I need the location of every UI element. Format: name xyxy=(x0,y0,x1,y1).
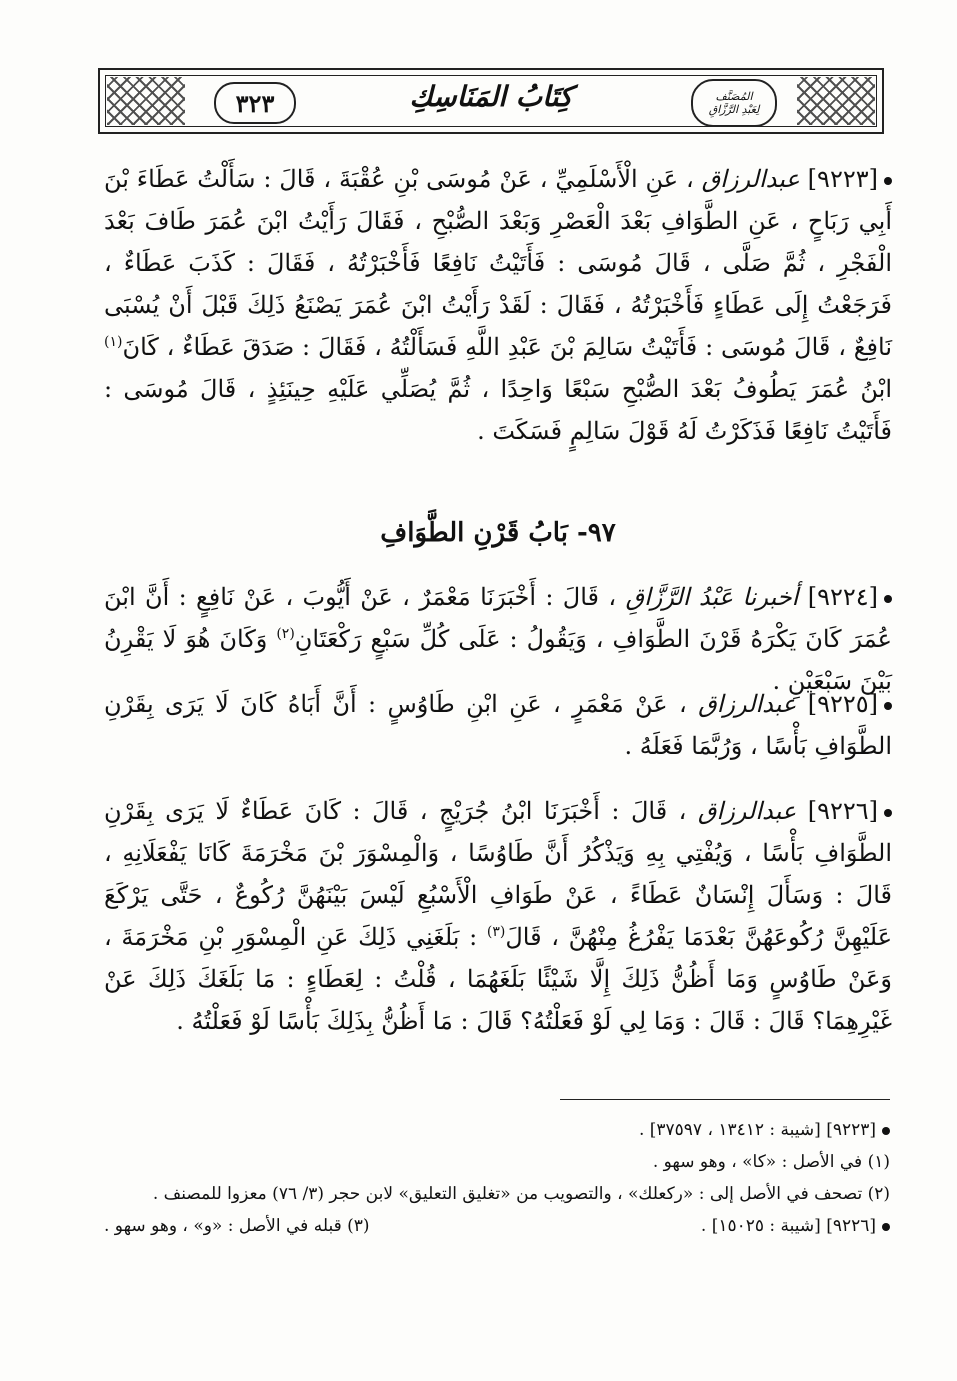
footnote-3: (٣) قبله في الأصل : «و» ، وهو سهو . xyxy=(104,1216,370,1236)
hadith-number: [٩٢٢٤] xyxy=(807,583,879,611)
hadith-author: عبدالرزاق xyxy=(697,797,797,825)
hadith-text: ، عَنِ الْأَسْلَمِيِّ ، عَنْ مُوسَى بْنِ عُقْبَةَ ، قَالَ : سَأَلْتُ عَطَاءَ بْنَ أَبِي رَبَاحٍ ، عَنِ الطَّوَافِ بَعْدَ الْعَصْرِ وَبَعْدَ الصُّبْحِ ، فَقَالَ رَأَيْتُ ابْنَ عُمَرَ طَافَ بَعْدَ الْفَجْرِ ، ثُمَّ صَلَّى ، قَالَ مُوسَى : فَأَتَيْتُ نَافِعًا فَأَخْبَرْتُهُ ، فَقَالَ : كَذَبَ عَطَاءٌ ، فَرَجَعْتُ إِلَى عَطَاءٍ فَأَخْبَرْتُهُ ، فَقَالَ : لَقَدْ رَأَيْتُ ابْنَ عُمَرَ يَصْنَعُ ذَلِكَ قَبْلَ أَنْ يُسْبَى نَافِعٌ ، قَالَ مُوسَى : فَأَتَيْتُ سَالِمَ بْنَ عَبْدِ اللَّهِ فَسَأَلْتُهُ ، فَقَالَ : صَدَقَ عَطَاءٌ ، كَانَ xyxy=(104,165,893,361)
hadith-9225 xyxy=(104,683,892,767)
footnote-1: (١) في الأصل : «كا» ، وهو سهو . xyxy=(652,1152,890,1172)
bullet-icon xyxy=(884,595,892,603)
running-title: كِتَابُ المَنَاسِكِ xyxy=(409,80,573,113)
footnote-source-9226 xyxy=(701,1210,890,1242)
bullet-icon xyxy=(882,1127,890,1135)
footnote-source-text: [٩٢٢٣] [شيبة : ١٣٤١٢ ، ٣٧٥٩٧] . xyxy=(638,1120,876,1140)
hadith-author: عبدالرزاق xyxy=(701,165,800,193)
hadith-text: ، قَالَ : أَخْبَرَنَا ابْنُ جُرَيْجٍ ، قَالَ : كَانَ عَطَاءٌ لَا يَرَى بِقَرْنِ الطَّوَافِ بَأْسًا ، وَيُفْتِي بِهِ وَيَذْكُرُ أَنَّ طَاوُسًا ، وَالْمِسْوَرَ بْنَ مَخْرَمَةَ كَانَا يَفْعَلَانِهِ ، قَالَ : وَسَأَلَ إِنْسَانٌ عَطَاءً ، عَنْ طَوَافِ الْأَسْبُعِ لَيْسَ بَيْنَهُنَّ رُكُوعٌ ، حَتَّى يَرْكَعَ عَلَيْهِنَّ رُكُوعَهُنَّ بَعْدَمَا يَفْرُغُ مِنْهُنَّ ، قَالَ xyxy=(104,797,893,951)
bullet-icon xyxy=(884,177,892,185)
hadith-text: ، قَالَ : أَخْبَرَنَا مَعْمَرٌ ، عَنْ أَيُّوبَ ، عَنْ نَافِعٍ : أَنَّ ابْنَ عُمَرَ كَانَ يَكْرَهُ قَرْنَ الطَّوَافِ ، وَيَقُولُ : عَلَى كُلِّ سَبْعٍ رَكْعَتَانِ xyxy=(104,583,892,653)
hadith-author: أخبرنا عَبْدُ الرَّزَّاقِ xyxy=(625,583,799,611)
page-number: ٣٢٣ xyxy=(214,82,296,124)
ornament-left xyxy=(107,77,185,125)
footnote-ref-2[interactable]: (٢) xyxy=(276,626,295,642)
seal-line-1: المُصَنَّف xyxy=(715,90,753,103)
bullet-icon xyxy=(884,809,892,817)
footnote-ref-1[interactable]: (١) xyxy=(104,334,123,350)
hadith-9226-paragraph xyxy=(104,790,892,1042)
hadith-text: ، عَنْ مَعْمَرٍ ، عَنِ ابْنِ طَاوُسٍ : أَنَّ أَبَاهُ كَانَ لَا يَرَى بِقَرْنِ الطَّوَافِ بَأْسًا ، وَرُبَّمَا فَعَلَهُ . xyxy=(104,690,892,760)
hadith-text-continued: وَكَانَ هُوَ لَا يَقْرِنُ بَيْنَ سَبْعَيْنِ . xyxy=(104,625,892,695)
footnote-ref-3[interactable]: (٣) xyxy=(486,924,506,940)
hadith-9226 xyxy=(104,790,892,1042)
hadith-9223-paragraph xyxy=(104,158,892,452)
hadith-text-continued: ابْنُ عُمَرَ يَطُوفُ بَعْدَ الصُّبْحِ سَبْعًا وَاحِدًا ، ثُمَّ يُصَلِّي عَلَيْهِ حِينَئِذٍ ، قَالَ مُوسَى : فَأَتَيْتُ نَافِعًا فَذَكَرْتُ لَهُ قَوْلَ سَالِمٍ فَسَكَتَ . xyxy=(104,375,892,445)
chapter-heading: ٩٧- بَابُ قَرْنِ الطَّوَافِ xyxy=(380,518,616,548)
footnotes xyxy=(104,1114,890,1242)
hadith-number: [٩٢٢٣] xyxy=(807,165,878,193)
book-seal xyxy=(691,79,777,127)
ornament-right xyxy=(797,77,875,125)
hadith-9225-paragraph xyxy=(104,683,892,767)
bullet-icon xyxy=(884,702,892,710)
footnote-last-line xyxy=(104,1210,890,1242)
footnote-source-text: [٩٢٢٦] [شيبة : ١٥٠٢٥] . xyxy=(700,1216,876,1236)
footnote-divider xyxy=(560,1099,890,1100)
bullet-icon xyxy=(882,1223,890,1231)
page-header xyxy=(98,68,884,134)
hadith-number: [٩٢٢٦] xyxy=(807,797,878,825)
seal-line-2: لِعَبْدِ الرَّزَّاقِ xyxy=(708,103,760,116)
footnote-2: (٢) تصحف في الأصل إلى : «ركعلك» ، والتصويب من «تغليق التعليق» لابن حجر (٣/ ٧٦) معزوا للمصنف . xyxy=(152,1184,890,1204)
hadith-text-continued: : بَلَغَنِي ذَلِكَ عَنِ الْمِسْوَرِ بْنِ مَخْرَمَةَ ، وَعَنْ طَاوُسٍ وَمَا أَظُنُّ ذَلِكَ إِلَّا شَيْئًا بَلَغَهُمَا ، قُلْتُ : لِعَطَاءٍ : مَا بَلَغَكَ ذَلِكَ عَنْ غَيْرِهِمَا؟ قَالَ : قَالَ : وَمَا لِي لَوْ فَعَلْتُهُ؟ قَالَ : مَا أَظُنُّ بِذَلِكَ بَأْسًا لَوْ فَعَلْتُهُ . xyxy=(104,923,892,1035)
hadith-9223 xyxy=(104,158,892,452)
hadith-number: [٩٢٢٥] xyxy=(807,690,879,718)
hadith-author: عبدالرزاق xyxy=(698,690,797,718)
footnote-source-9223 xyxy=(104,1114,890,1146)
